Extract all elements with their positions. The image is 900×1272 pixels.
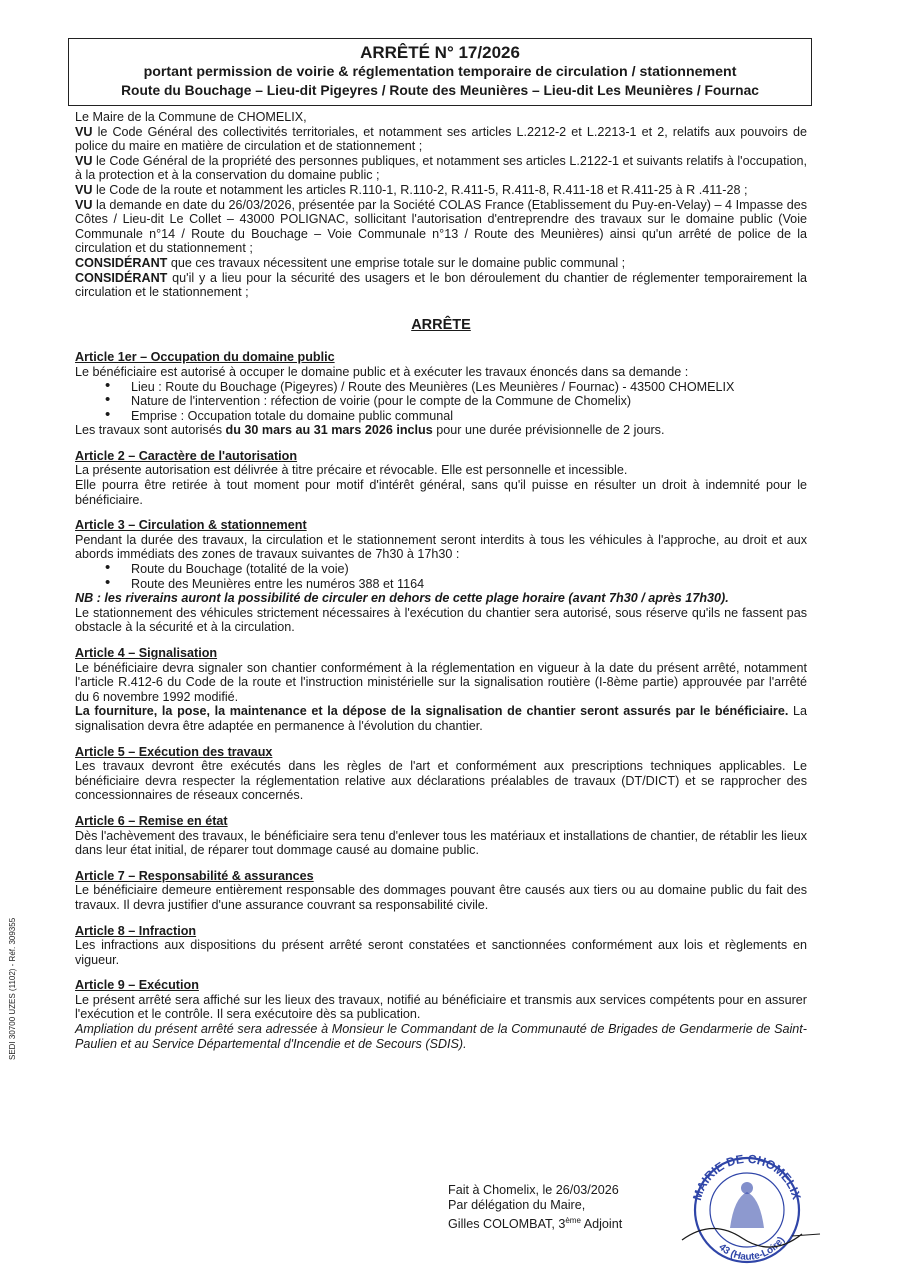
article-9-p2: Ampliation du présent arrêté sera adressée à Monsieur le Commandant de la Communauté de Brigades de Gendarmerie de Saint-Paulien et au Service Départemental d'Incendie et de Secours (SDIS). [75, 1022, 807, 1051]
article-7-p1: Le bénéficiaire demeure entièrement responsable des dommages pouvant être causés aux tiers ou au domaine public du fait des travaux. Il devra justifier d'une assurance couvrant sa responsabilité civile. [75, 883, 807, 912]
article-9-title: Article 9 – Exécution [75, 978, 199, 993]
list-item: • Lieu : Route du Bouchage (Pigeyres) / Route des Meunières (Les Meunières / Fournac) - 43500 CHOMELIX [131, 380, 807, 395]
considerant-1: CONSIDÉRANT que ces travaux nécessitent une emprise totale sur le domaine public communal ; [75, 255, 626, 270]
article-8-p1: Les infractions aux dispositions du présent arrêté seront constatées et sanctionnées conformément aux lois et règlements en vigueur. [75, 938, 807, 967]
stamp-bottom-text: 43 (Haute-Loire) [716, 1234, 788, 1263]
article-3-p2: Le stationnement des véhicules strictement nécessaires à l'exécution du chantier sera autorisé, sous réserve qu'ils ne fassent pas obstacle à la sécurité et à la circulation. [75, 605, 807, 635]
article-2-p1: La présente autorisation est délivrée à titre précaire et révocable. Elle est personnelle et incessible. [75, 463, 628, 478]
article-8 [75, 924, 807, 968]
article-3-p1: Pendant la durée des travaux, la circulation et le stationnement seront interdits à tous les véhicules à l'approche, au droit et aux abords immédiats des zones de travaux suivantes de 7h30 à 17h30 : [75, 532, 807, 562]
article-1 [75, 350, 807, 438]
title-box [68, 38, 812, 106]
signature-delegation: Par délégation du Maire, [448, 1198, 586, 1212]
article-5 [75, 745, 807, 803]
decree-location: Route du Bouchage – Lieu-dit Pigeyres / Route des Meunières – Lieu-dit Les Meunières / Fournac [121, 83, 759, 98]
article-6-title: Article 6 – Remise en état [75, 813, 228, 828]
decree-subtitle: portant permission de voirie & réglementation temporaire de circulation / stationnement [143, 64, 737, 80]
list-item: • Route du Bouchage (totalité de la voie) [131, 562, 807, 577]
article-7-title: Article 7 – Responsabilité & assurances [75, 868, 314, 883]
article-2-title: Article 2 – Caractère de l'autorisation [75, 448, 298, 463]
decree-title: ARRÊTÉ N° 17/2026 [360, 43, 520, 62]
article-2-p2: Elle pourra être retirée à tout moment pour motif d'intérêt général, sans qu'il puisse en résulter un droit à indemnité pour le bénéficiaire. [75, 478, 807, 507]
article-1-title: Article 1er – Occupation du domaine public [75, 350, 335, 365]
print-reference: SEDI 30700 UZES (1102) - Réf. 309355 [8, 917, 17, 1060]
signature-block [448, 1183, 622, 1232]
vu-3: VU le Code de la route et notamment les articles R.110-1, R.110-2, R.411-5, R.411-8, R.411-18 et R.411-25 à R .411-28 ; [75, 182, 748, 197]
article-3 [75, 518, 807, 635]
article-7 [75, 869, 807, 913]
arrete-heading: ARRÊTE [411, 316, 471, 333]
article-2 [75, 449, 807, 507]
vu-2: VU le Code Général de la propriété des personnes publiques, et notamment ses articles L.2122-1 et suivants relatifs à l'occupation, à la protection et à la conservation du domaine public ; [75, 153, 807, 183]
stamp-top-text: MAIRIE DE CHOMELIX [690, 1151, 804, 1203]
article-5-p1: Les travaux devront être exécutés dans les règles de l'art et conformément aux prescriptions techniques applicables. Le bénéficiaire devra respecter la réglementation relative aux déclarations préalables de travaux (DT/DICT) et se rapprocher des concessionnaires de réseaux concernés. [75, 759, 807, 803]
mairie-stamp-icon [672, 1148, 822, 1266]
article-3-list [75, 562, 807, 591]
article-4-title: Article 4 – Signalisation [75, 646, 218, 660]
article-3-nb: NB : les riverains auront la possibilité de circuler en dehors de cette plage horaire (avant 7h30 / après 17h30). [75, 591, 729, 606]
document-body [75, 110, 807, 1062]
article-5-title: Article 5 – Exécution des travaux [75, 744, 273, 759]
list-item: • Emprise : Occupation totale du domaine public communal [131, 409, 807, 424]
signature-name: Gilles COLOMBAT, 3ème Adjoint [448, 1216, 623, 1232]
article-3-title: Article 3 – Circulation & stationnement [75, 518, 307, 533]
considerant-2: CONSIDÉRANT qu'il y a lieu pour la sécurité des usagers et le bon déroulement du chantier de réglementer temporairement la circulation et le stationnement ; [75, 270, 807, 300]
article-9 [75, 978, 807, 1051]
article-1-dates: Les travaux sont autorisés du 30 mars au 31 mars 2026 inclus pour une durée prévisionnelle de 2 jours. [75, 423, 665, 438]
article-4-p2: La fourniture, la pose, la maintenance et la dépose de la signalisation de chantier seront assurés par le bénéficiaire. La signalisation devra être adaptée en permanence à l'évolution du chantier. [75, 704, 807, 733]
article-1-text: Le bénéficiaire est autorisé à occuper le domaine public et à exécuter les travaux énoncés dans sa demande : [75, 364, 689, 379]
article-8-title: Article 8 – Infraction [75, 923, 197, 938]
article-6 [75, 814, 807, 858]
article-9-p1: Le présent arrêté sera affiché sur les lieux des travaux, notifié au bénéficiaire et transmis aux services compétents pour en assurer l'exécution et le contrôle. Il sera exécutoire dès sa publication. [75, 992, 807, 1022]
article-4-p1: Le bénéficiaire devra signaler son chantier conformément à la réglementation en vigueur à la date du présent arrêté, notamment l'article R.412-6 du Code de la route et l'instruction ministérielle sur la signalisation routière (I-8ème partie) approuvée par l'arrêté du 6 novembre 1992 modifié. [75, 660, 807, 704]
vu-1: VU le Code Général des collectivités territoriales, et notamment ses articles L.2212-2 et L.2213-1 et 2, relatifs aux pouvoirs de police du maire en matière de circulation et de stationnement ; [75, 124, 807, 154]
preamble-intro: Le Maire de la Commune de CHOMELIX, [75, 110, 307, 124]
article-6-p1: Dès l'achèvement des travaux, le bénéficiaire sera tenu d'enlever tous les matériaux et installations de chantier, de rétablir les lieux dans leur état initial, de réparer tout dommage causé au domaine public. [75, 828, 807, 858]
list-item: • Route des Meunières entre les numéros 388 et 1164 [131, 577, 807, 592]
article-4 [75, 646, 807, 734]
vu-4: VU la demande en date du 26/03/2026, présentée par la Société COLAS France (Etablissement du Puy-en-Velay) – 4 Impasse des Côtes / Lieu-dit Le Collet – 43000 POLIGNAC, sollicitant l'autorisation d'entreprendre des travaux sur le domaine public (Voie Communale n°14 / Route du Bouchage – Voie Communale n°13 / Route des Meunières) ainsi qu'un arrêté de police de la circulation et du stationnement ; [75, 197, 807, 256]
article-1-list [75, 380, 807, 424]
list-item: • Nature de l'intervention : réfection de voirie (pour le compte de la Commune de Chomelix) [131, 394, 807, 409]
signature-place-date: Fait à Chomelix, le 26/03/2026 [448, 1183, 619, 1197]
